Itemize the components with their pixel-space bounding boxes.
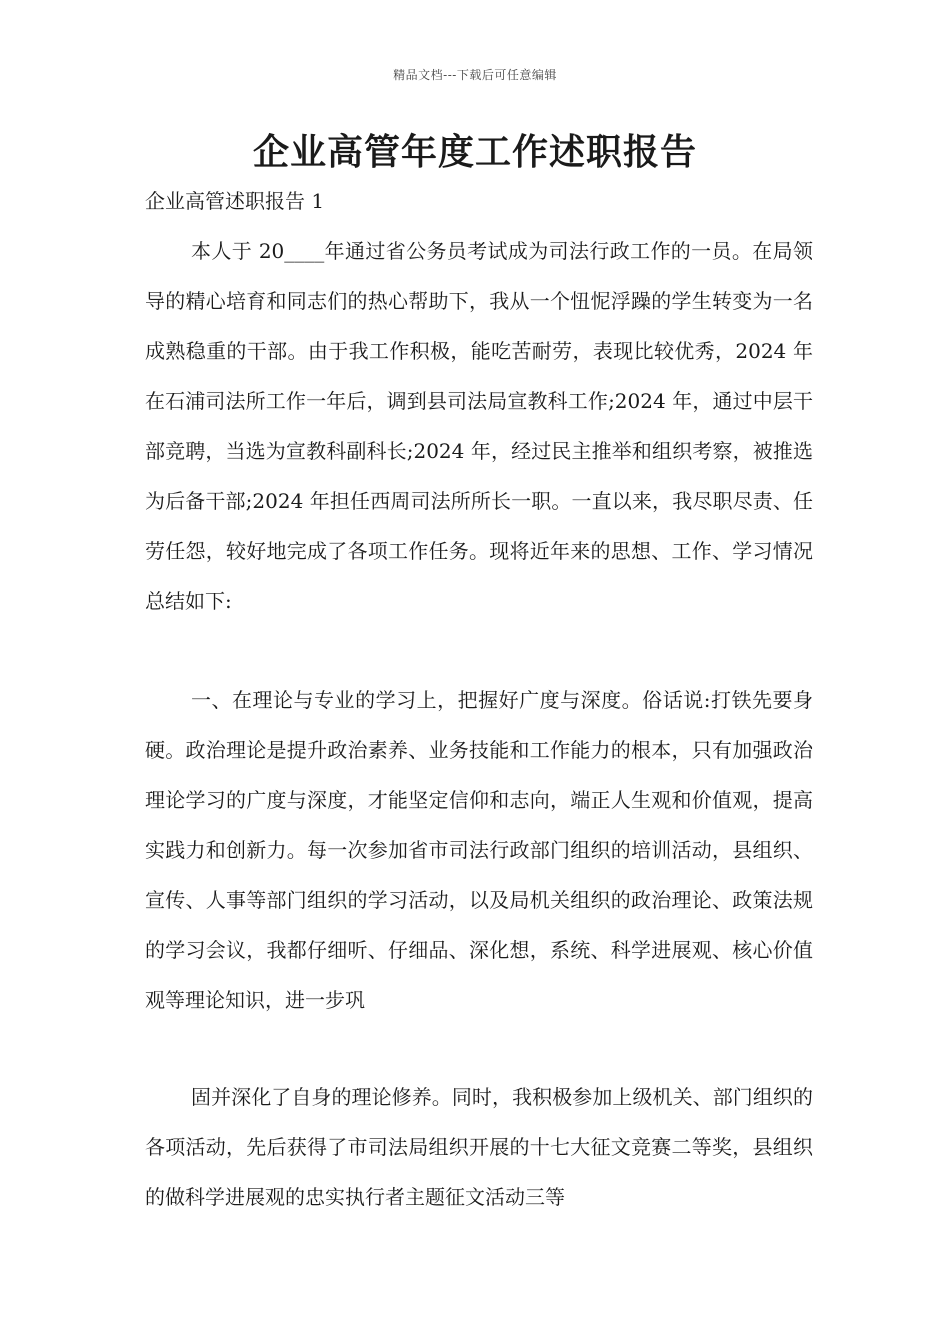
report-subtitle: 企业高管述职报告 1	[145, 189, 325, 213]
paragraph-theory-study: 一、在理论与专业的学习上，把握好广度与深度。俗话说:打铁先要身硬。政治理论是提升政治素养、业务技能和工作能力的根本，只有加强政治理论学习的广度与深度，才能坚定信仰和志向，端正人生观和价值观，提高实践力和创新力。每一次参加省市司法行政部门组织的培训活动，县组织、宣传、人事等部门组织的学习活动，以及局机关组织的政治理论、政策法规的学习会议，我都仔细听、仔细品、深化想，系统、科学进展观、核心价值观等理论知识，进一步巩	[145, 688, 813, 1012]
paragraph-intro: 本人于 20____年通过省公务员考试成为司法行政工作的一员。在局领导的精心培育和同志们的热心帮助下，我从一个忸怩浮躁的学生转变为一名成熟稳重的干部。由于我工作积极，能吃苦耐劳，表现比较优秀，2024 年在石浦司法所工作一年后，调到县司法局宣教科工作;2024 年，通过中层干部竞聘，当选为宣教科副科长;2024 年，经过民主推举和组织考察，被推选为后备干部;2024 年担任西周司法所所长一职。一直以来，我尽职尽责、任劳任怨，较好地完成了各项工作任务。现将近年来的思想、工作、学习情况总结如下:	[145, 239, 813, 613]
header-note: 精品文档---下载后可任意编辑	[393, 68, 557, 82]
paragraph-activities: 固并深化了自身的理论修养。同时，我积极参加上级机关、部门组织的各项活动，先后获得了市司法局组织开展的十七大征文竞赛二等奖，县组织的做科学进展观的忠实执行者主题征文活动三等	[145, 1085, 813, 1209]
document-title: 企业高管年度工作述职报告	[252, 131, 697, 173]
